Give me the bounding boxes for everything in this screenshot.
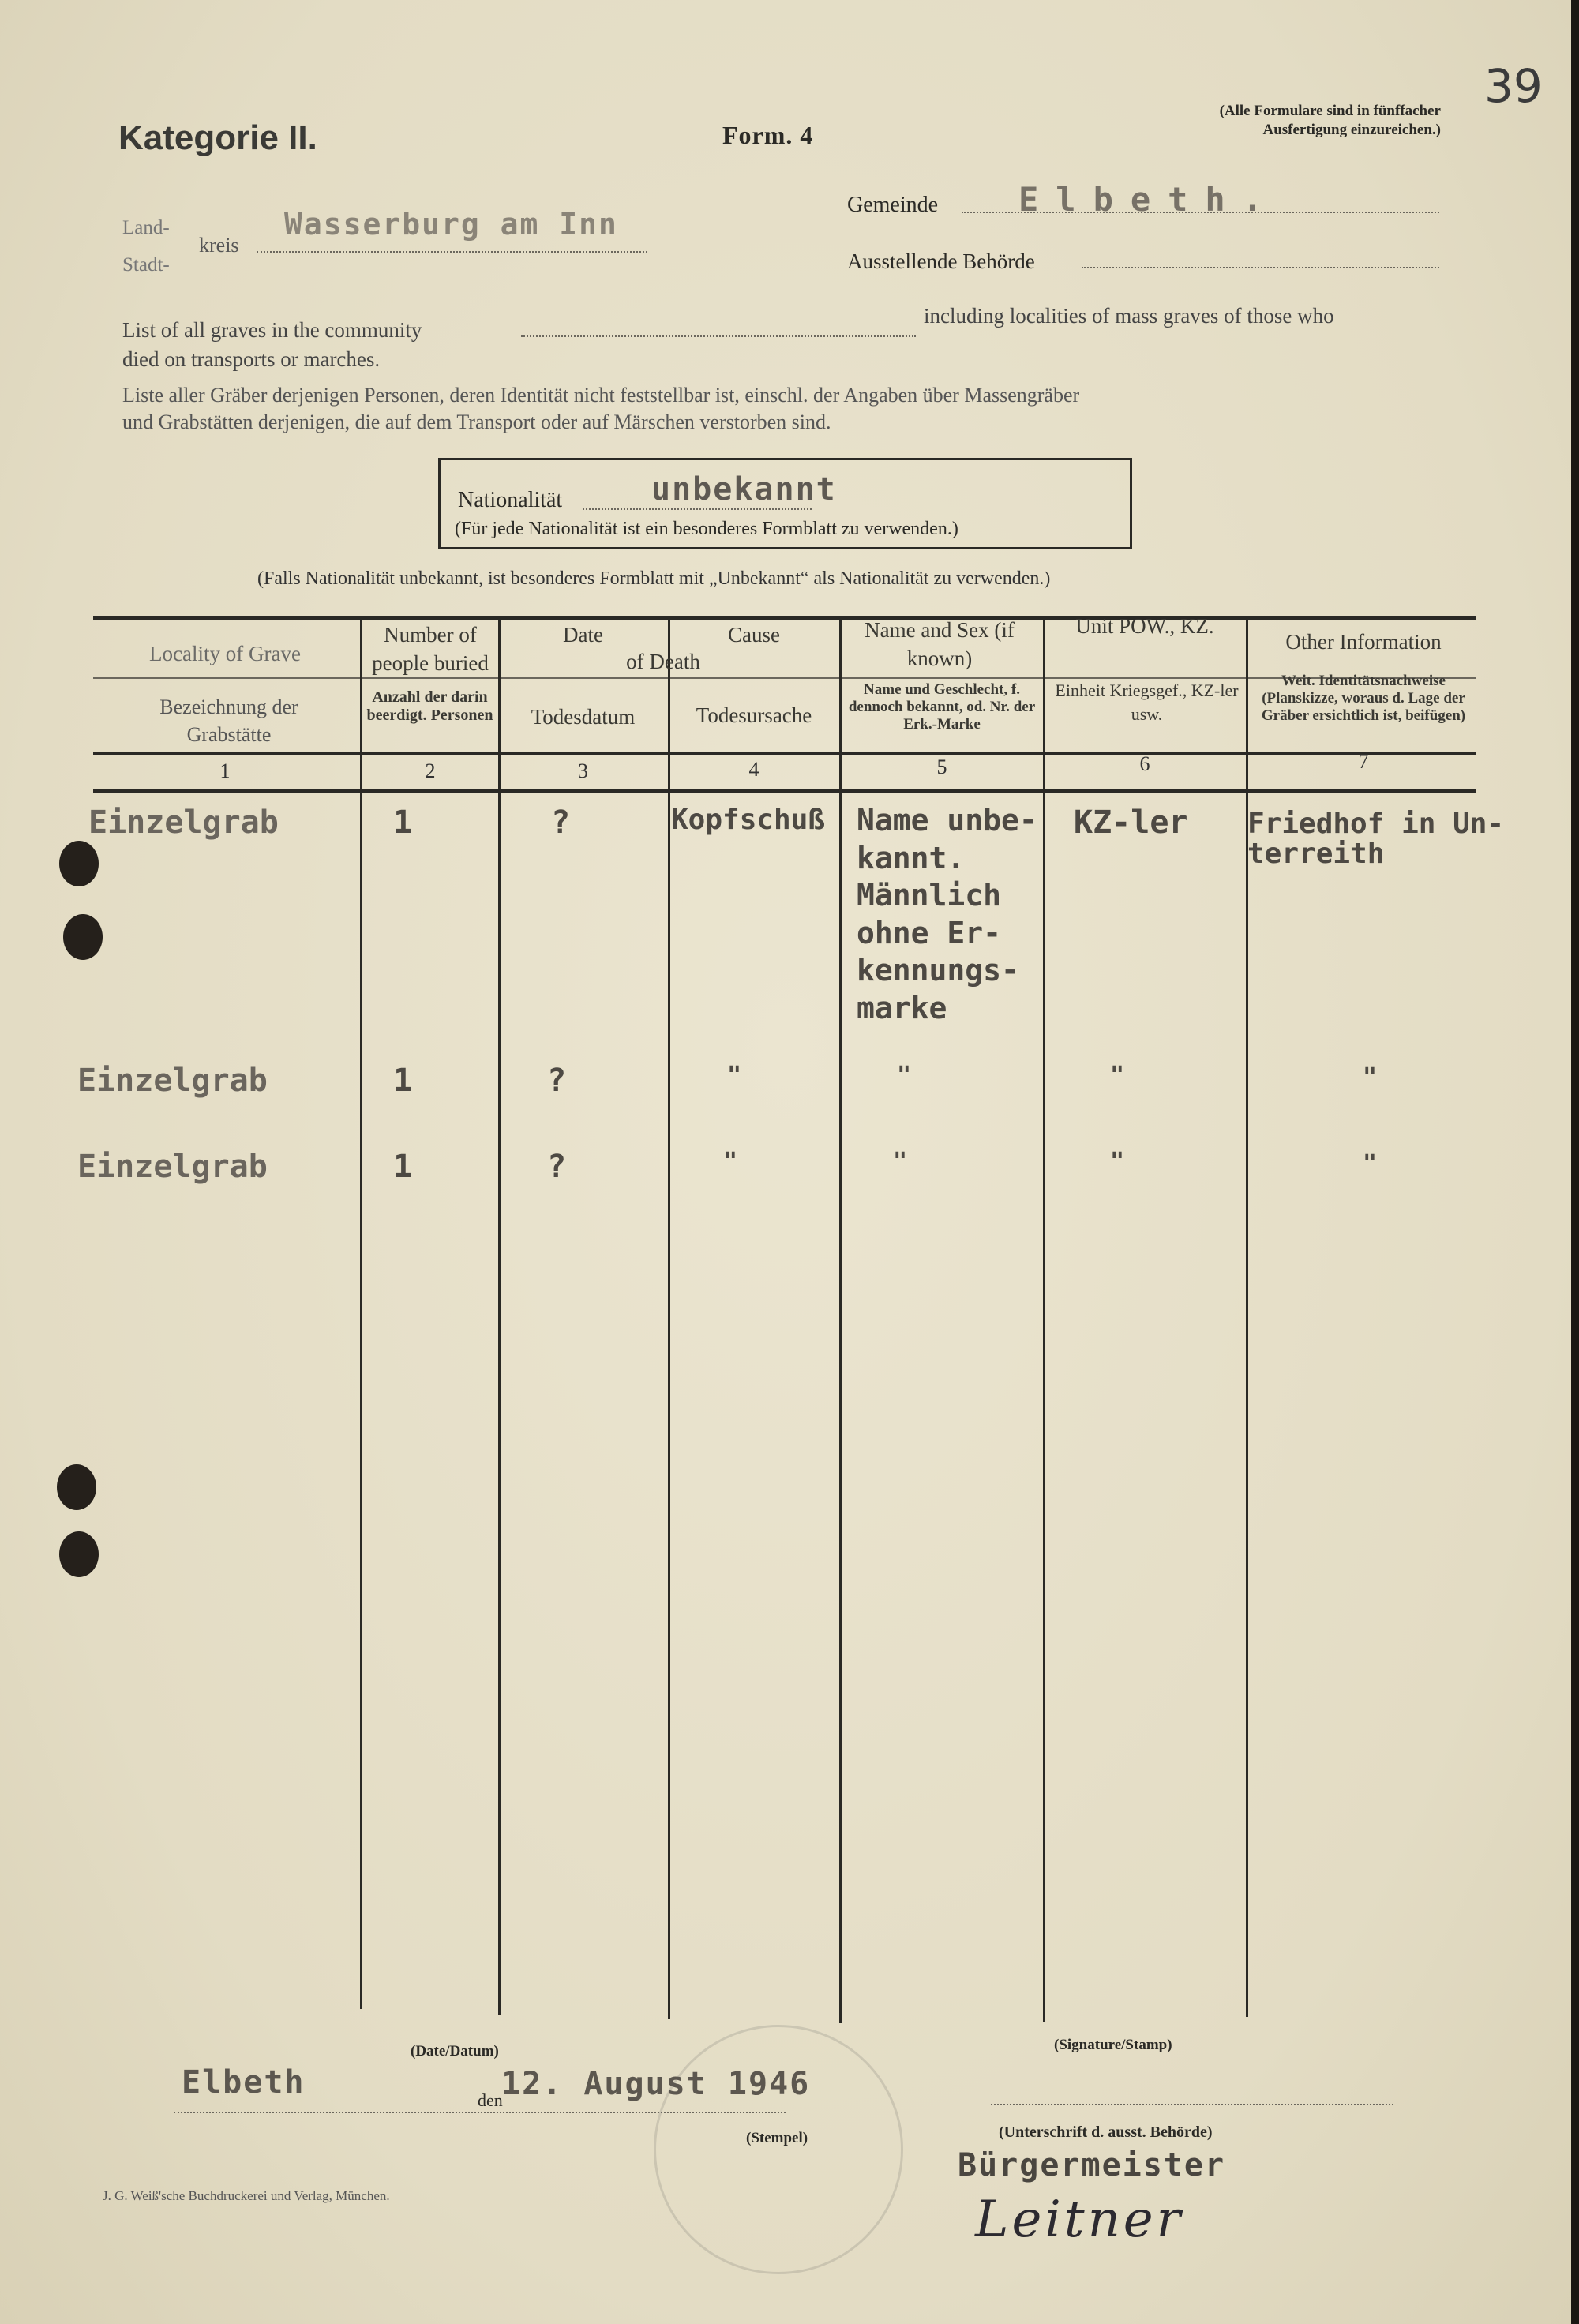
printer-imprint: J. G. Weiß'sche Buchdruckerei und Verlag, München. <box>103 2188 390 2203</box>
form-number: Form. 4 <box>722 121 814 149</box>
submission-note-2: Ausfertigung einzureichen.) <box>1262 122 1441 138</box>
row3-count: 1 <box>392 1149 413 1185</box>
stempel-label: (Stempel) <box>746 2130 808 2146</box>
row1-locality: Einzelgrab <box>88 804 279 841</box>
col3-header-de: Todesdatum <box>531 705 636 729</box>
unterschrift-label: (Unterschrift d. ausst. Behörde) <box>999 2123 1213 2141</box>
intro-german-2: und Grabstätten derjenigen, die auf dem Transport oder auf Märschen verstorben sind. <box>122 410 831 433</box>
col5-header-en: Name and Sex (if known) <box>865 618 1015 671</box>
category-title: Kategorie II. <box>118 118 317 157</box>
table-body-top <box>93 789 1476 793</box>
date-label: (Date/Datum) <box>411 2043 499 2060</box>
row3-unit: " <box>1109 1148 1125 1175</box>
row2-unit: " <box>1109 1062 1125 1089</box>
intro-english-3: died on transports or marches. <box>122 347 381 371</box>
handwritten-signature: Leitner <box>975 2191 1184 2249</box>
row3-date: ? <box>546 1149 567 1185</box>
row3-name: " <box>892 1148 908 1175</box>
signature-line <box>991 2104 1393 2105</box>
row1-date: ? <box>550 804 571 841</box>
kreis-label: kreis <box>199 234 239 257</box>
row1-count: 1 <box>392 804 413 841</box>
row2-date: ? <box>546 1063 567 1099</box>
authority-label: Ausstellende Behörde <box>847 249 1035 273</box>
col5-header-de: Name und Geschlecht, f. dennoch bekannt, od. Nr. der Erk.-Marke <box>848 681 1036 733</box>
col5-number: 5 <box>936 755 947 778</box>
punch-hole <box>59 1531 99 1577</box>
column-line-1 <box>360 618 362 2009</box>
den-label: den <box>478 2090 503 2110</box>
row2-locality: Einzelgrab <box>77 1063 268 1099</box>
land-label: Land- <box>122 217 170 238</box>
col1-header-de: Bezeichnung der Grabstätte <box>159 695 298 747</box>
col6-header-de: Einheit Kriegsgef., KZ-ler usw. <box>1055 680 1239 724</box>
nationality-value: unbekannt <box>651 471 837 508</box>
col2-header-en: Number of people buried <box>372 623 489 676</box>
scan-edge <box>1571 0 1579 2324</box>
col1-number: 1 <box>219 759 231 782</box>
signer-title: Bürgermeister <box>958 2147 1226 2183</box>
stadt-label: Stadt- <box>122 254 170 276</box>
col7-number: 7 <box>1358 750 1369 773</box>
official-stamp <box>654 2025 903 2274</box>
authority-line <box>1082 267 1439 268</box>
nationality-note: (Für jede Nationalität ist ein besonderes Formblatt zu verwenden.) <box>455 519 958 539</box>
submission-note-1: (Alle Formulare sind in fünffacher <box>1219 103 1441 119</box>
row3-locality: Einzelgrab <box>77 1149 268 1185</box>
col4-header-en: Cause <box>728 623 780 647</box>
col3-header-en: Date <box>563 623 603 647</box>
row2-other: " <box>1362 1063 1378 1091</box>
col4-header-de: Todesursache <box>696 703 812 727</box>
gemeinde-value: Elbeth. <box>1018 180 1281 219</box>
nationality-line <box>583 508 812 510</box>
row2-cause: " <box>726 1062 742 1089</box>
district-line <box>257 251 647 253</box>
row1-unit: KZ-ler <box>1074 804 1188 841</box>
row1-other: Friedhof in Un- terreith <box>1247 808 1505 870</box>
intro-english-1: List of all graves in the community <box>122 318 422 342</box>
nationality-label: Nationalität <box>458 488 563 512</box>
col1-header-en: Locality of Grave <box>149 642 301 665</box>
signing-place: Elbeth <box>182 2064 306 2101</box>
row2-name: " <box>896 1062 912 1089</box>
row1-name: Name unbe- kannt. Männlich ohne Er- kennungs- marke <box>857 803 1037 1025</box>
col7-header-en: Other Information <box>1285 630 1442 654</box>
column-line-3 <box>668 618 670 2019</box>
col6-header-en: Unit POW., KZ. <box>1075 614 1214 638</box>
punch-hole <box>57 1464 96 1510</box>
community-line <box>521 335 916 337</box>
row2-count: 1 <box>392 1063 413 1099</box>
row3-other: " <box>1362 1150 1378 1178</box>
col6-number: 6 <box>1139 752 1150 775</box>
row3-cause: " <box>722 1148 738 1175</box>
intro-german-1: Liste aller Gräber derjenigen Personen, deren Identität nicht feststellbar ist, einschl. der Angaben über Massengräber <box>122 384 1080 407</box>
col7-header-de: Weit. Identitätsnachweise (Planskizze, woraus d. Lage der Gräber ersichtlich ist, beifügen) <box>1261 673 1466 724</box>
intro-english-2: including localities of mass graves of those who <box>924 304 1334 328</box>
signature-label: (Signature/Stamp) <box>1054 2037 1172 2053</box>
page-number: 39 <box>1484 59 1543 113</box>
col3-of-death: of Death <box>626 650 700 673</box>
unknown-nationality-note: (Falls Nationalität unbekannt, ist besonderes Formblatt mit „Unbekannt“ als Nationalität zu verwenden.) <box>257 568 1051 589</box>
col3-number: 3 <box>578 759 588 782</box>
punch-hole <box>63 914 103 960</box>
col2-number: 2 <box>425 759 436 782</box>
column-line-2 <box>498 618 501 2015</box>
col4-number: 4 <box>748 758 759 781</box>
punch-hole <box>59 841 99 886</box>
district-value: Wasserburg am Inn <box>284 207 618 242</box>
signing-date: 12. August 1946 <box>501 2066 811 2102</box>
col2-header-de: Anzahl der darin beerdigt. Personen <box>366 688 493 724</box>
gemeinde-label: Gemeinde <box>847 193 939 217</box>
row1-cause: Kopfschuß <box>671 804 826 836</box>
